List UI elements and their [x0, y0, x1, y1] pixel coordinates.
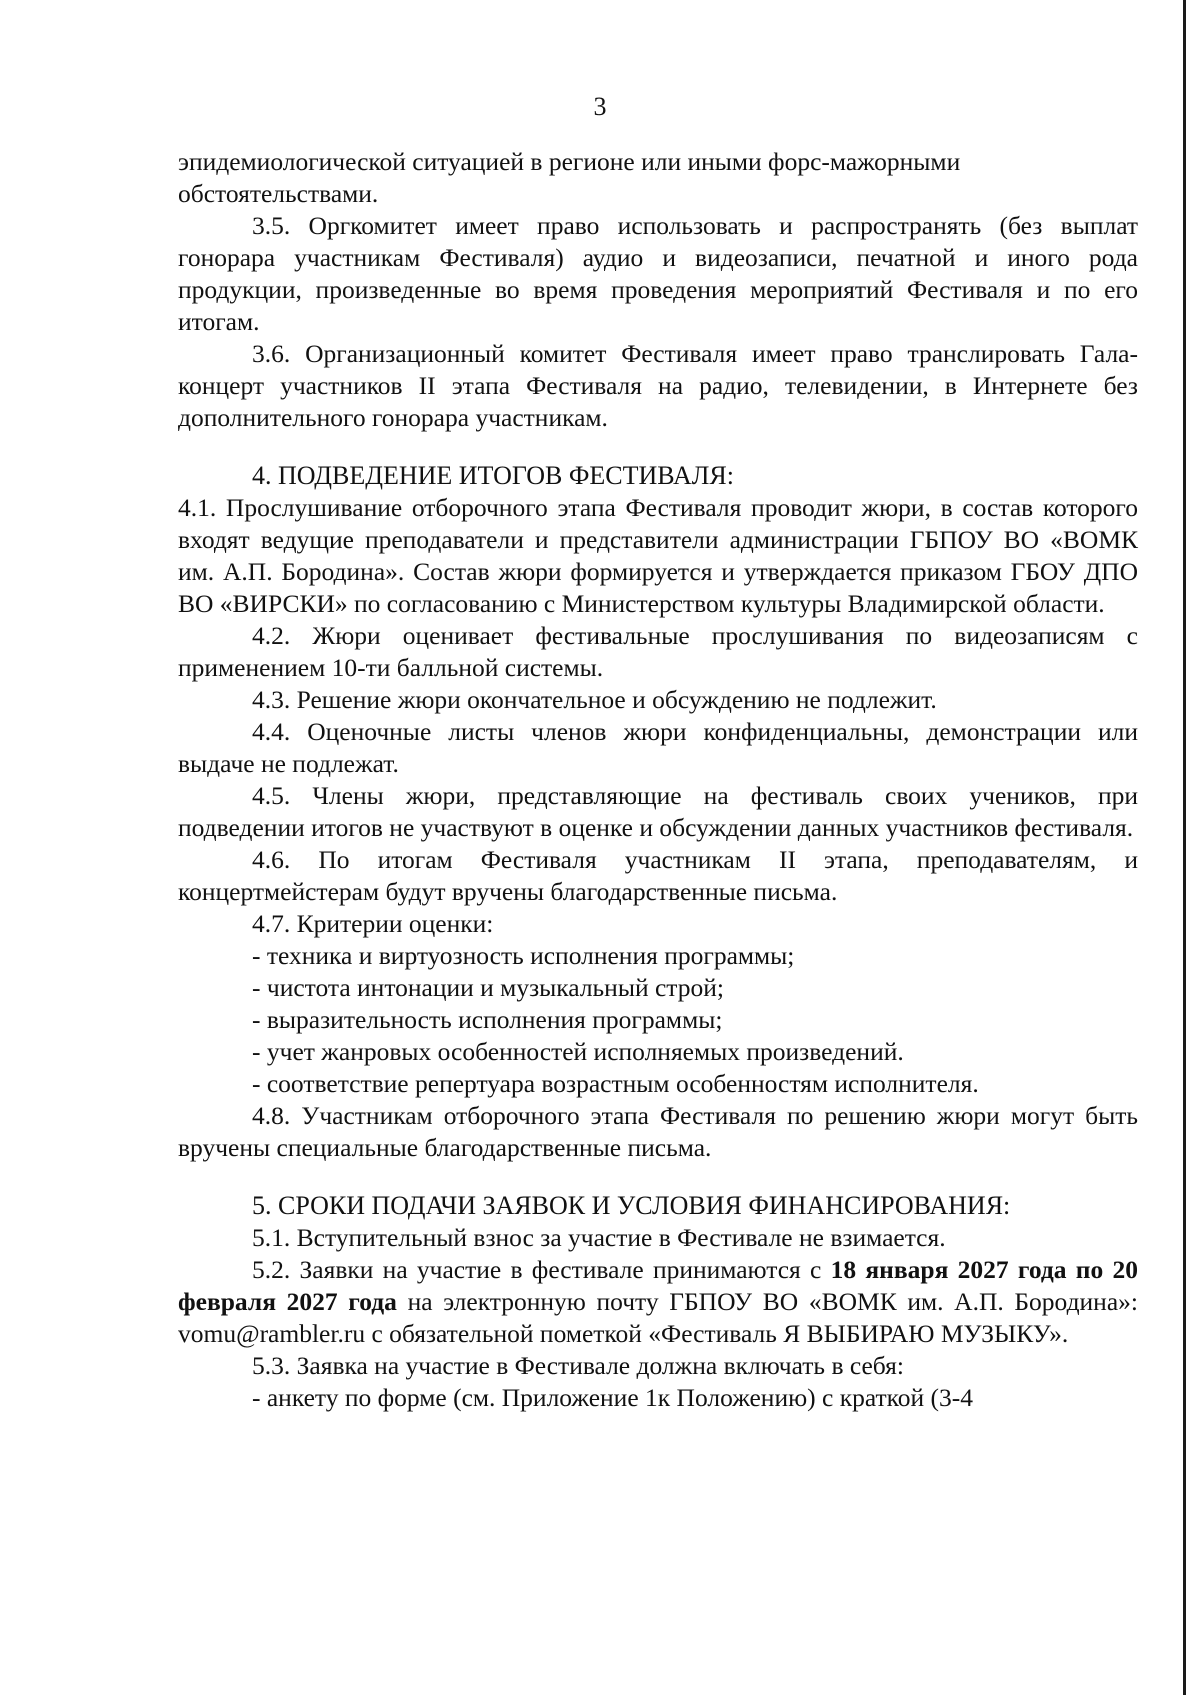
application-dates: 18 января 2027 года по 20 февраля 2027 года — [178, 1255, 1138, 1316]
section-5-heading: 5. СРОКИ ПОДАЧИ ЗАЯВОК И УСЛОВИЯ ФИНАНСИРОВАНИЯ: — [252, 1191, 1011, 1220]
page-number: 3 — [593, 92, 607, 121]
section-4-heading: 4. ПОДВЕДЕНИЕ ИТОГОВ ФЕСТИВАЛЯ: — [252, 461, 734, 490]
paragraph-5-3-item: - анкету по форме (см. Приложение 1к Положению) с краткой (3-4 — [252, 1383, 973, 1412]
paragraph-5-2 — [178, 1254, 1138, 1350]
paragraph-5-3: 5.3. Заявка на участие в Фестивале должна включать в себя: — [252, 1351, 904, 1380]
paragraph-4-6: 4.6. По итогам Фестиваля участникам II этапа, преподавателям, и концертмейстерам будут вручены благодарственные письма. — [178, 845, 1138, 906]
paragraph-4-1: 4.1. Прослушивание отборочного этапа Фестиваля проводит жюри, в состав которого входят ведущие преподаватели и представители администрации ГБПОУ ВО «ВОМК им. А.П. Бородина». Состав жюри формируется и утверждается приказом ГБОУ ДПО ВО «ВИРСКИ» по согласованию с Министерством культуры Владимирской области. — [178, 493, 1138, 618]
document-body — [178, 146, 1138, 1414]
paragraph-4-5: 4.5. Члены жюри, представляющие на фестиваль своих учеников, при подведении итогов не участвуют в оценке и обсуждении данных участников фестиваля. — [178, 781, 1138, 842]
paragraph-5-2-rest: на электронную почту ГБПОУ ВО «ВОМК им. А.П. Бородина»: vomu@rambler.ru с обязательной пометкой «Фестиваль Я ВЫБИРАЮ МУЗЫКУ». — [178, 1287, 1138, 1348]
page-edge-line — [1183, 0, 1186, 1695]
paragraph-3-5: 3.5. Оргкомитет имеет право использовать и распространять (без выплат гонорара участникам Фестиваля) аудио и видеозаписи, печатной и иного рода продукции, произведенные во время проведения мероприятий Фестиваля и по его итогам. — [178, 211, 1138, 336]
criteria-item: - учет жанровых особенностей исполняемых произведений. — [252, 1037, 904, 1066]
paragraph-5-1: 5.1. Вступительный взнос за участие в Фестивале не взимается. — [252, 1223, 946, 1252]
paragraph-3-6: 3.6. Организационный комитет Фестиваля имеет право транслировать Гала-концерт участников II этапа Фестиваля на радио, телевидении, в Интернете без дополнительного гонорара участникам. — [178, 339, 1138, 432]
criteria-item: - соответствие репертуара возрастным особенностям исполнителя. — [252, 1069, 979, 1098]
paragraph-4-2: 4.2. Жюри оценивает фестивальные прослушивания по видеозаписям с применением 10-ти балльной системы. — [178, 621, 1138, 682]
criteria-item: - чистота интонации и музыкальный строй; — [252, 973, 724, 1002]
paragraph-4-7: 4.7. Критерии оценки: — [252, 909, 494, 938]
paragraph-4-8: 4.8. Участникам отборочного этапа Фестиваля по решению жюри могут быть вручены специальные благодарственные письма. — [178, 1101, 1138, 1162]
criteria-item: - выразительность исполнения программы; — [252, 1005, 723, 1034]
paragraph-continuation: эпидемиологической ситуацией в регионе или иными форс-мажорными обстоятельствами. — [178, 147, 961, 208]
paragraph-5-2-lead: 5.2. Заявки на участие в фестивале принимаются с — [252, 1255, 831, 1284]
paragraph-4-4: 4.4. Оценочные листы членов жюри конфиденциальны, демонстрации или выдаче не подлежат. — [178, 717, 1138, 778]
criteria-item: - техника и виртуозность исполнения программы; — [252, 941, 795, 970]
paragraph-4-3: 4.3. Решение жюри окончательное и обсуждению не подлежит. — [252, 685, 937, 714]
